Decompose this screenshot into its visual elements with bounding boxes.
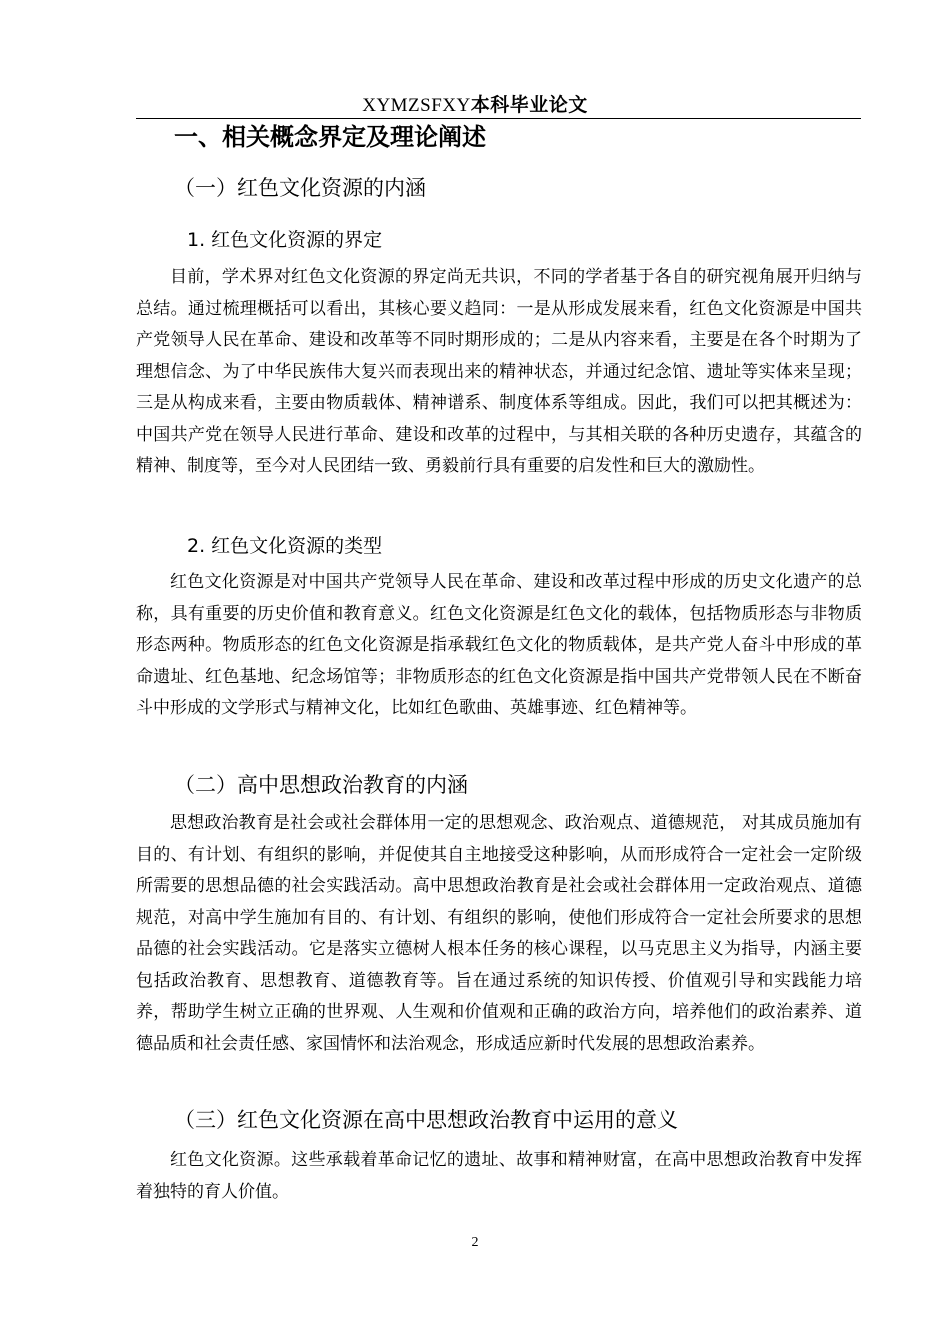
header-rule [136,118,861,119]
subsection-1-1-body: 目前，学术界对红色文化资源的界定尚无共识，不同的学者基于各自的研究视角展开归纳与总结。通过梳理概括可以看出，其核心要义趋同：一是从形成发展来看，红色文化资源是中国共产党领导人民在革命、建设和改革等不同时期形成的；二是从内容来看，主要是在各个时期为了理想信念、为了中华民族伟大复兴而表现出来的精神状态，并通过纪念馆、遗址等实体来呈现；三是从构成来看，主要由物质载体、精神谱系、制度体系等组成。因此，我们可以把其概述为：中国共产党在领导人民进行革命、建设和改革的过程中，与其相关联的各种历史遗存，其蕴含的精神、制度等，至今对人民团结一致、勇毅前行具有重要的启发性和巨大的激励性。 [136,267,862,476]
section-3-title: （三）红色文化资源在高中思想政治教育中运用的意义 [174,1108,678,1132]
page-number: 2 [471,1235,479,1250]
chapter-title: 一、相关概念界定及理论阐述 [174,123,486,151]
header-thesis-label: 本科毕业论文 [470,94,588,116]
subsection-1-2-body: 红色文化资源是对中国共产党领导人民在革命、建设和改革过程中形成的历史文化遗产的总称，具有重要的历史价值和教育意义。红色文化资源是红色文化的载体，包括物质形态与非物质形态两种。物质形态的红色文化资源是指承载红色文化的物质载体，是共产党人奋斗中形成的革命遗址、红色基地、纪念场馆等；非物质形态的红色文化资源是指中国共产党带领人民在不断奋斗中形成的文学形式与精神文化，比如红色歌曲、英雄事迹、红色精神等。 [136,572,862,718]
section-2-body: 思想政治教育是社会或社会群体用一定的思想观念、政治观点、道德规范， 对其成员施加有目的、有计划、有组织的影响，并促使其自主地接受这种影响，从而形成符合一定社会一定阶级所需要的思想品德的社会实践活动。高中思想政治教育是社会或社会群体用一定政治观点、道德规范，对高中学生施加有目的、有计划、有组织的影响，使他们形成符合一定社会所要求的思想品德的社会实践活动。它是落实立德树人根本任务的核心课程，以马克思主义为指导，内涵主要包括政治教育、思想教育、道德教育等。旨在通过系统的知识传授、价值观引导和实践能力培养，帮助学生树立正确的世界观、人生观和价值观和正确的政治方向，培养他们的政治素养、道德品质和社会责任感、家国情怀和法治观念，形成适应新时代发展的思想政治素养。 [136,813,862,1054]
section-1-title: （一）红色文化资源的内涵 [174,176,426,200]
header-school-code: XYMZSFXY [362,95,471,116]
section-2-title: （二）高中思想政治教育的内涵 [174,773,468,797]
running-header [0,93,950,118]
subsection-1-2-title: 2. 红色文化资源的类型 [187,535,383,557]
section-3-body: 红色文化资源。这些承载着革命记忆的遗址、故事和精神财富，在高中思想政治教育中发挥着独特的育人价值。 [136,1150,862,1202]
subsection-1-1-title: 1. 红色文化资源的界定 [187,229,383,251]
